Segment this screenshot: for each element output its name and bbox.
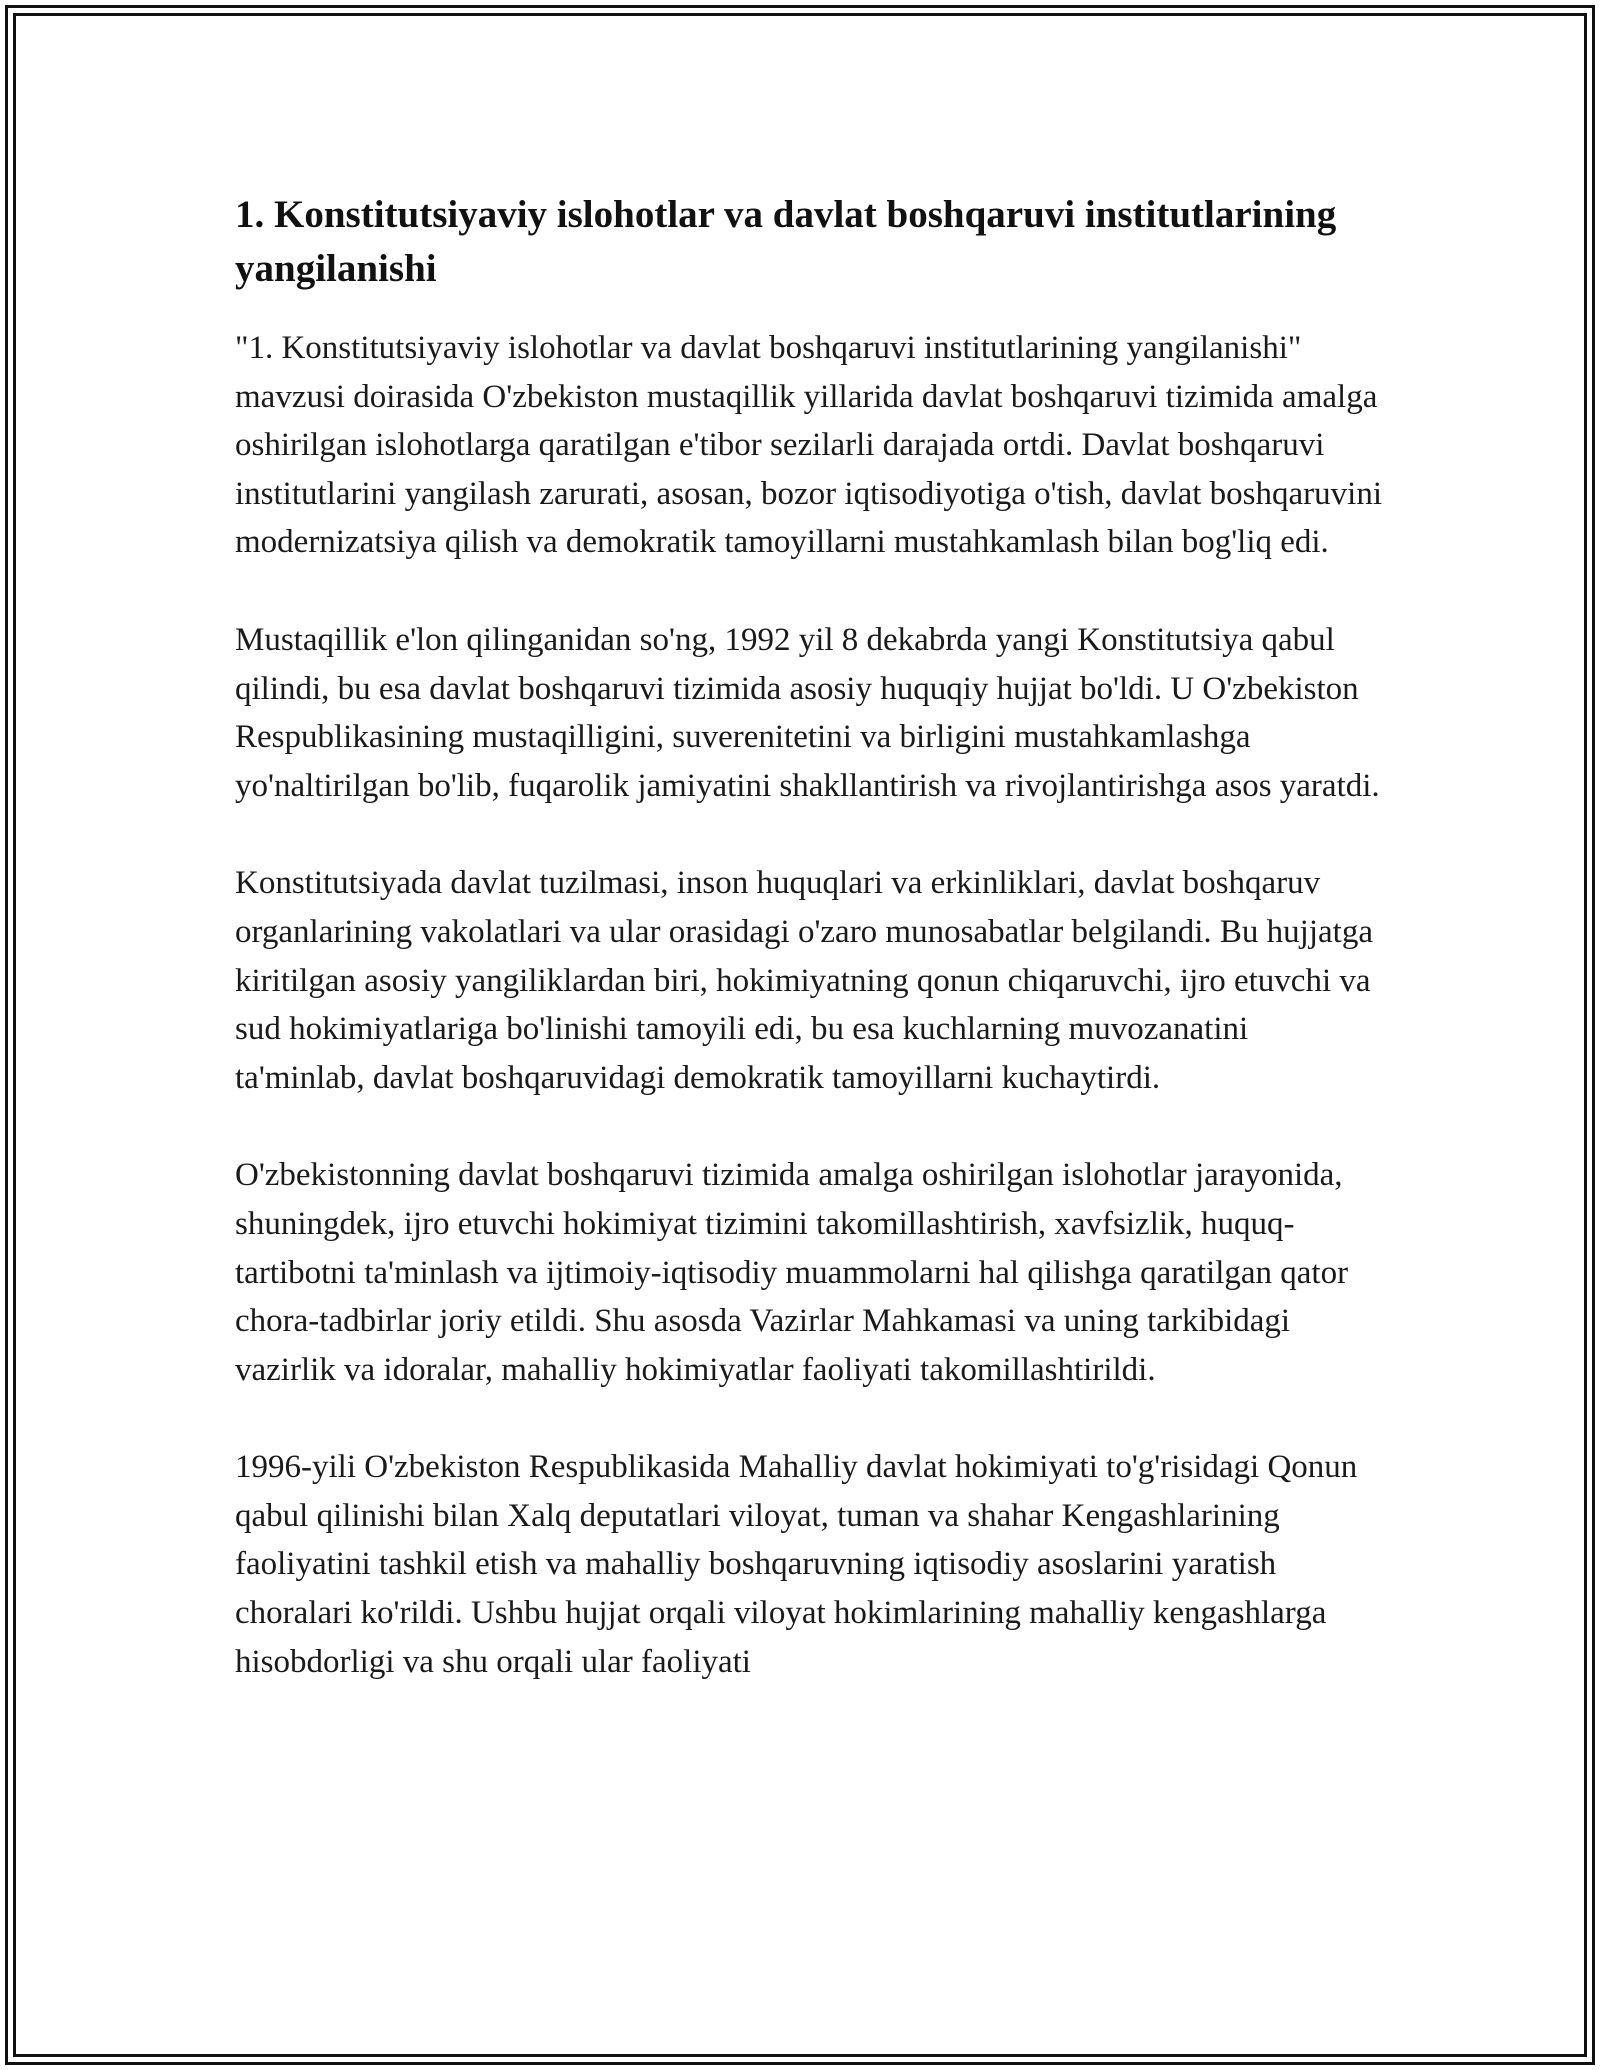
paragraph-1: "1. Konstitutsiyaviy islohotlar va davlat boshqaruvi institutlarining yangilanishi" mavzusi doirasida O'zbekiston mustaqillik yillarida davlat boshqaruvi tizimida amalga oshirilgan islohotlarga qaratilgan e'tibor sezilarli darajada ortdi. Davlat boshqaruvi institutlarini yangilash zarurati, asosan, bozor iqtisodiyotiga o'tish, davlat boshqaruvini modernizatsiya qilish va demokratik tamoyillarni mustahkamlash bilan bog'liq edi. — [235, 330, 1382, 561]
document-title: 1. Konstitutsiyaviy islohotlar va davlat boshqaruvi institutlarining yangilanishi — [235, 193, 1337, 290]
paragraph-3: Konstitutsiyada davlat tuzilmasi, inson huquqlari va erkinliklari, davlat boshqaruv organlarining vakolatlari va ular orasidagi o'zaro munosabatlar belgilandi. Bu hujjatga kiritilgan asosiy yangiliklardan biri, hokimiyatning qonun chiqaruvchi, ijro etuvchi va sud hokimiyatlariga bo'linishi tamoyili edi, bu esa kuchlarning muvozanatini ta'minlab, davlat boshqaruvidagi demokratik tamoyillarni kuchaytirdi. — [235, 865, 1373, 1096]
paragraph-2: Mustaqillik e'lon qilinganidan so'ng, 1992 yil 8 dekabrda yangi Konstitutsiya qabul qilindi, bu esa davlat boshqaruvi tizimida asosiy huquqiy hujjat bo'ldi. U O'zbekiston Respublikasining mustaqilligini, suverenitetini va birligini mustahkamlashga yo'naltirilgan bo'lib, fuqarolik jamiyatini shakllantirish va rivojlantirishga asos yaratdi. — [235, 621, 1380, 804]
paragraph-5: 1996-yili O'zbekiston Respublikasida Mahalliy davlat hokimiyati to'g'risidagi Qonun qabul qilinishi bilan Xalq deputatlari viloyat, tuman va shahar Kengashlarining faoliyatini tashkil etish va mahalliy boshqaruvning iqtisodiy asoslarini yaratish choralari ko'rildi. Ushbu hujjat orqali viloyat hokimlarining mahalliy kengashlarga hisobdorligi va shu orqali ular faoliyati — [235, 1449, 1358, 1680]
document-body — [235, 188, 1385, 1735]
paragraph-4: O'zbekistonning davlat boshqaruvi tizimida amalga oshirilgan islohotlar jarayonida, shuningdek, ijro etuvchi hokimiyat tizimini takomillashtirish, xavfsizlik, huquq-tartibotni ta'minlash va ijtimoiy-iqtisodiy muammolarni hal qilishga qaratilgan qator chora-tadbirlar joriy etildi. Shu asosda Vazirlar Mahkamasi va uning tarkibidagi vazirlik va idoralar, mahalliy hokimiyatlar faoliyati takomillashtirildi. — [235, 1157, 1349, 1388]
